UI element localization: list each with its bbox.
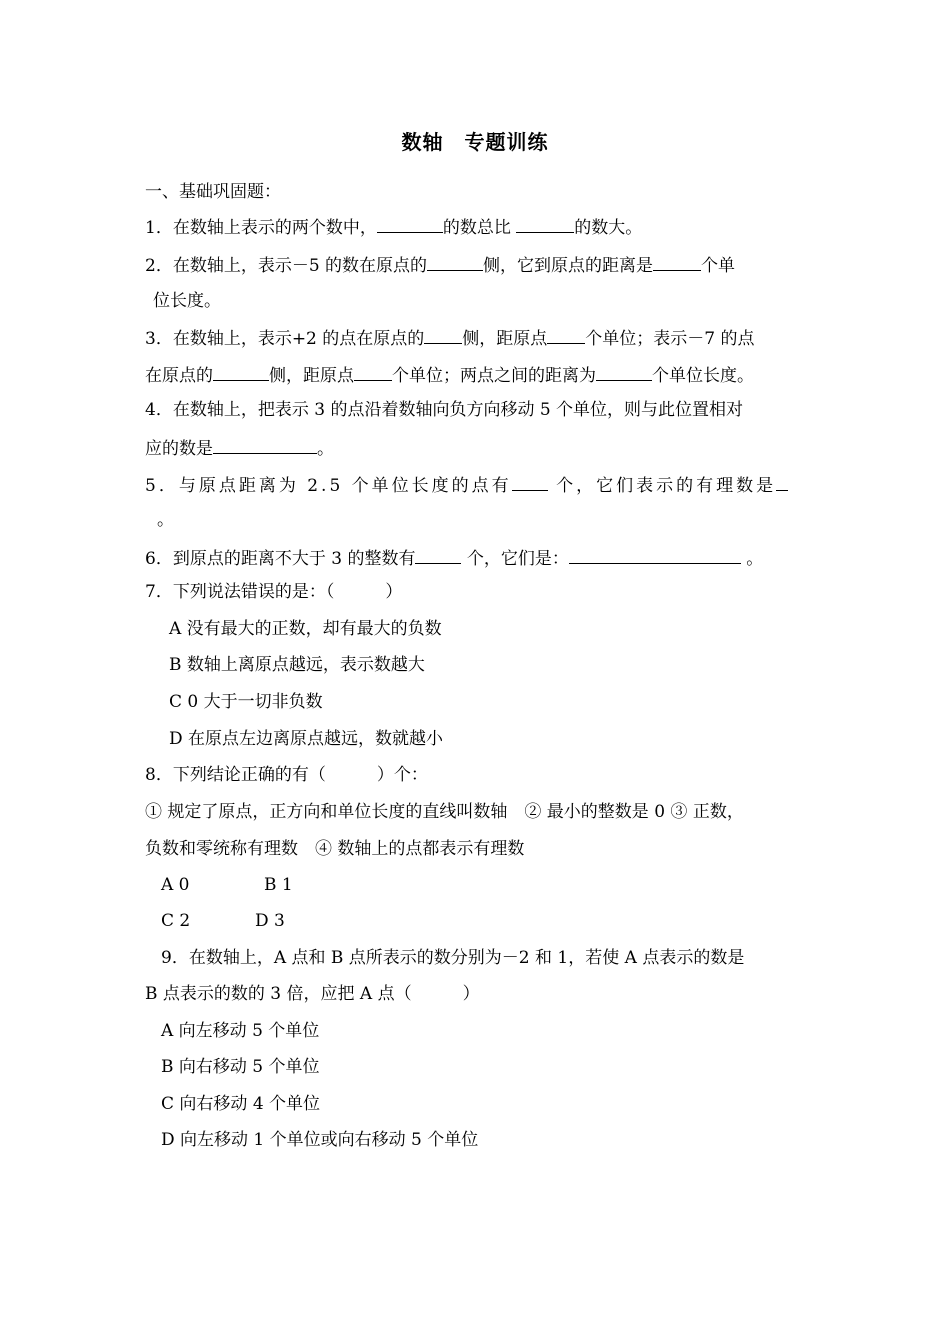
q3-blank-3[interactable] — [213, 362, 269, 381]
question-4: 4．在数轴上，把表示 3 的点沿着数轴向负方向移动 5 个单位，则与此位置相对 — [145, 400, 744, 420]
question-3-cont — [145, 362, 754, 388]
q7-option-a: A 没有最大的正数，却有最大的负数 — [169, 619, 442, 639]
q5-blank-1[interactable] — [512, 472, 548, 491]
q1-blank-2[interactable] — [516, 214, 574, 233]
q8-statements-line-2: 负数和零统称有理数 ④ 数轴上的点都表示有理数 — [145, 839, 525, 859]
q6-text-a: 6．到原点的距离不大于 3 的整数有 — [145, 549, 416, 569]
q7-option-c: C 0 大于一切非负数 — [169, 692, 323, 712]
question-6 — [145, 545, 763, 571]
q3-blank-5[interactable] — [596, 362, 652, 381]
q9-option-c: C 向右移动 4 个单位 — [161, 1094, 321, 1114]
q1-text-c: 的数大。 — [574, 218, 643, 238]
question-3 — [145, 325, 755, 351]
q6-text-b: 个，它们是： — [461, 549, 569, 569]
q3-blank-1[interactable] — [424, 325, 462, 344]
question-2 — [145, 252, 735, 278]
q6-blank-1[interactable] — [415, 545, 461, 564]
q8-option-a: A 0 — [161, 875, 190, 895]
question-5-cont: 。 — [157, 510, 174, 530]
q9-option-b: B 向右移动 5 个单位 — [161, 1057, 320, 1077]
question-4-cont — [145, 435, 334, 461]
q8-option-c: C 2 — [161, 911, 191, 931]
q3-text-a: 3．在数轴上，表示+2 的点在原点的 — [145, 329, 425, 349]
question-9-line-2: B 点表示的数的 3 倍，应把 A 点（ ） — [145, 984, 480, 1004]
q2-text-c: 个单 — [701, 256, 736, 276]
q1-text-b: 的数总比 — [442, 218, 517, 238]
q8-option-d: D 3 — [255, 911, 285, 931]
question-5 — [145, 472, 788, 498]
question-9-line-1: 9．在数轴上，A 点和 B 点所表示的数分别为－2 和 1，若使 A 点表示的数是 — [161, 948, 745, 968]
q3-text-e: 侧，距原点 — [269, 366, 354, 386]
q2-blank-2[interactable] — [653, 252, 701, 271]
q7-option-b: B 数轴上离原点越远，表示数越大 — [169, 655, 425, 675]
question-8-stem: 8．下列结论正确的有（ ）个： — [145, 765, 428, 785]
q6-blank-2[interactable] — [569, 545, 741, 564]
q9-option-d: D 向左移动 1 个单位或向右移动 5 个单位 — [161, 1130, 479, 1150]
q3-text-d: 在原点的 — [145, 366, 213, 386]
q3-text-g: 个单位长度。 — [652, 366, 754, 386]
q6-text-c: 。 — [740, 549, 764, 569]
page-title: 数轴 专题训练 — [401, 130, 549, 154]
q8-option-b: B 1 — [264, 875, 293, 895]
q3-text-b: 侧，距原点 — [462, 329, 548, 349]
q2-text-b: 侧，它到原点的距离是 — [483, 256, 654, 276]
q4-blank[interactable] — [213, 435, 317, 454]
q7-option-d: D 在原点左边离原点越远，数就越小 — [169, 729, 444, 749]
q5-text-b: 个，它们表示的有理数是 — [547, 476, 777, 496]
q2-blank-1[interactable] — [427, 252, 483, 271]
q5-blank-2[interactable] — [776, 472, 788, 491]
q9-option-a: A 向左移动 5 个单位 — [161, 1021, 320, 1041]
q3-text-c: 个单位；表示－7 的点 — [585, 329, 755, 349]
question-2-cont: 位长度。 — [153, 291, 221, 311]
q4-text-b: 应的数是 — [145, 439, 213, 459]
q4-text-c: 。 — [317, 439, 334, 459]
q3-blank-4[interactable] — [354, 362, 392, 381]
section-heading: 一、基础巩固题： — [145, 182, 281, 202]
q2-text-a: 2．在数轴上，表示－5 的数在原点的 — [145, 256, 428, 276]
q3-blank-2[interactable] — [547, 325, 585, 344]
q3-text-f: 个单位；两点之间的距离为 — [392, 366, 596, 386]
q1-blank-1[interactable] — [377, 214, 443, 233]
q5-text-a: 5．与原点距离为 2.5 个单位长度的点有 — [145, 476, 512, 496]
q1-text-a: 1．在数轴上表示的两个数中， — [145, 218, 377, 238]
q8-statements-line-1: ① 规定了原点，正方向和单位长度的直线叫数轴 ② 最小的整数是 0 ③ 正数， — [145, 802, 744, 822]
question-7-stem: 7．下列说法错误的是：（ ） — [145, 582, 403, 602]
question-1 — [145, 214, 642, 240]
